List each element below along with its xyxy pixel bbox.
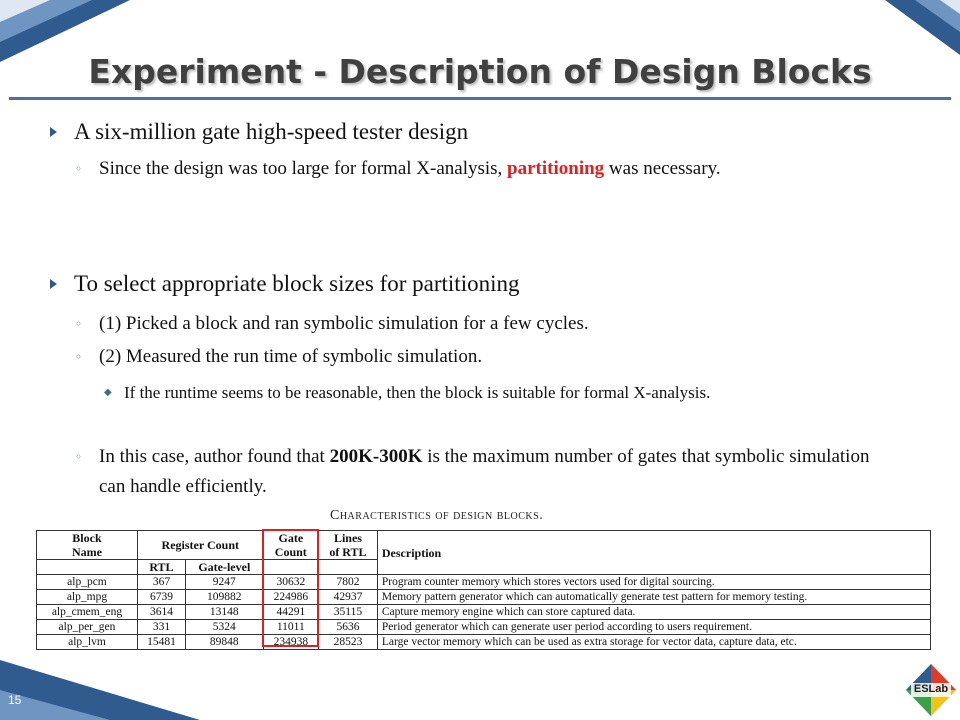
header-rtl: RTL	[137, 560, 185, 575]
cell-lines: 7802	[319, 575, 378, 590]
cell-gate-level: 9247	[185, 575, 263, 590]
bullet-text: To select appropriate block sizes for partitioning	[74, 271, 520, 296]
cell-gate-count: 11011	[263, 620, 318, 635]
cell-description: Large vector memory which can be used as extra storage for vector data, capture data, etc.	[377, 635, 930, 650]
cell-block-name: alp_mpg	[37, 590, 138, 605]
highlight-partitioning: partitioning	[507, 158, 605, 179]
table-row	[37, 590, 931, 605]
cell-description: Period generator which can generate user period according to users requirement.	[377, 620, 930, 635]
bullet-level2-partitioning	[75, 154, 885, 184]
cell-description: Memory pattern generator which can automatically generate test pattern for memory testing.	[377, 590, 930, 605]
cell-lines: 5636	[319, 620, 378, 635]
cell-rtl: 331	[137, 620, 185, 635]
bullet-text: (1) Picked a block and ran symbolic simulation for a few cycles.	[99, 313, 589, 334]
triangle-bullet-icon	[50, 127, 57, 137]
bullet-level3-runtime	[104, 380, 884, 406]
cell-lines: 35115	[319, 605, 378, 620]
cell-gate-level: 13148	[185, 605, 263, 620]
cell-lines: 28523	[319, 635, 378, 650]
cell-description: Program counter memory which stores vectors used for digital sourcing.	[377, 575, 930, 590]
header-name-spacer	[37, 560, 138, 575]
diamond-bullet-icon: ◆	[104, 387, 112, 398]
cell-description: Capture memory engine which can store captured data.	[377, 605, 930, 620]
cell-block-name: alp_per_gen	[37, 620, 138, 635]
cell-gate-level: 89848	[185, 635, 263, 650]
gate-range-highlight: 200K-300K	[329, 446, 423, 467]
header-lines-spacer	[319, 560, 378, 575]
bullet-text: (2) Measured the run time of symbolic simulation.	[99, 346, 483, 367]
circle-bullet-icon: ◦	[75, 350, 83, 364]
cell-block-name: alp_pcm	[37, 575, 138, 590]
cell-gate-count: 30632	[263, 575, 318, 590]
header-block-name: Block Name	[37, 531, 138, 560]
header-gate-count: Gate Count	[263, 531, 318, 560]
circle-bullet-icon: ◦	[75, 450, 83, 464]
header-gate-level: Gate-level	[185, 560, 263, 575]
table-row	[37, 605, 931, 620]
bullet-level2-step1	[75, 309, 885, 339]
gate-count-highlight-box	[262, 529, 319, 647]
eslab-logo-text: ESLab	[913, 683, 949, 695]
design-blocks-table	[36, 530, 931, 650]
cell-gate-count: 44291	[263, 605, 318, 620]
cell-rtl: 367	[137, 575, 185, 590]
cell-block-name: alp_lvm	[37, 635, 138, 650]
circle-bullet-icon: ◦	[75, 162, 83, 176]
slide-number: 15	[8, 693, 22, 707]
header-register-count: Register Count	[137, 531, 263, 560]
title-underline	[9, 97, 951, 100]
corner-decoration-top-right	[885, 0, 960, 55]
cell-rtl: 3614	[137, 605, 185, 620]
bullet-level1-tester-design	[50, 118, 468, 146]
cell-gate-count: 224986	[263, 590, 318, 605]
table-row	[37, 635, 931, 650]
triangle-bullet-icon	[50, 279, 57, 289]
cell-rtl: 15481	[137, 635, 185, 650]
cell-gate-level: 109882	[185, 590, 263, 605]
corner-decoration-bottom-left	[0, 660, 200, 720]
cell-lines: 42937	[319, 590, 378, 605]
cell-block-name: alp_cmem_eng	[37, 605, 138, 620]
slide-title: Experiment - Description of Design Blocks	[88, 52, 872, 91]
bullet-level2-finding	[75, 442, 885, 502]
circle-bullet-icon: ◦	[75, 317, 83, 331]
bullet-text: A six-million gate high-speed tester design	[74, 119, 469, 144]
header-description: Description	[377, 531, 930, 575]
table-caption: Characteristics of design blocks.	[330, 508, 544, 523]
bullet-text: If the runtime seems to be reasonable, then the block is suitable for formal X-analysis.	[124, 383, 711, 402]
cell-rtl: 6739	[137, 590, 185, 605]
cell-gate-count: 234938	[263, 635, 318, 650]
table-row	[37, 620, 931, 635]
cell-gate-level: 5324	[185, 620, 263, 635]
bullet-text: In this case, author found that 200K-300K is the maximum number of gates that symbolic simulation can handle efficiently.	[99, 446, 870, 497]
header-lines-of-rtl: Lines of RTL	[319, 531, 378, 560]
bullet-text: Since the design was too large for formal X-analysis, partitioning was necessary.	[99, 158, 721, 179]
bullet-level2-step2	[75, 342, 885, 372]
bullet-level1-block-sizes	[50, 270, 519, 298]
table-row	[37, 575, 931, 590]
